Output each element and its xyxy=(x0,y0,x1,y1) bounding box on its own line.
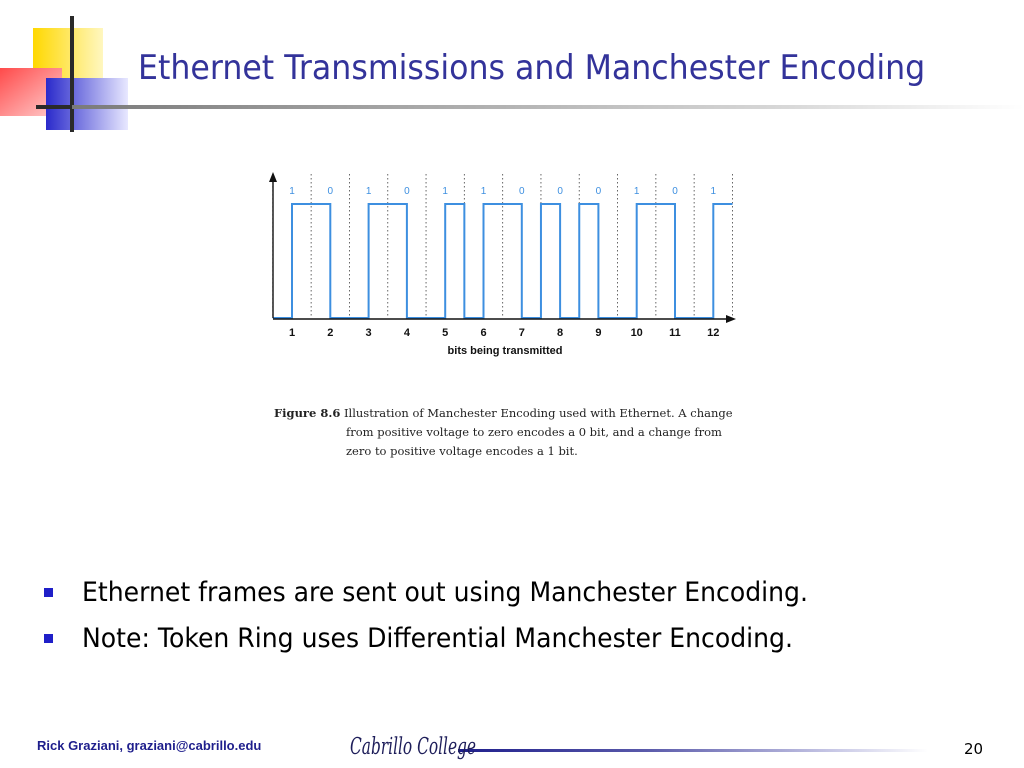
manchester-waveform xyxy=(273,204,733,318)
bit-boundary-lines xyxy=(273,174,733,318)
svg-text:Cabrillo College: Cabrillo College xyxy=(350,734,476,760)
footer-divider xyxy=(458,749,928,752)
bullet-square-icon xyxy=(44,634,53,643)
blue-square xyxy=(46,78,128,130)
bullet-square-icon xyxy=(44,588,53,597)
bullet-text: Note: Token Ring uses Differential Manchester Encoding. xyxy=(82,623,793,654)
bit-value-label: 0 xyxy=(519,186,525,197)
college-logo xyxy=(348,728,486,768)
bit-position-label: 3 xyxy=(365,327,372,339)
bit-position-label: 11 xyxy=(669,327,681,339)
bullet-list xyxy=(44,570,863,662)
bit-position-label: 1 xyxy=(288,327,296,339)
bit-position-label: 6 xyxy=(480,327,487,339)
bit-position-label: 2 xyxy=(327,327,334,339)
bit-value-label: 1 xyxy=(633,186,640,197)
bit-value-label: 1 xyxy=(365,186,372,197)
signal-waveform xyxy=(273,204,733,318)
bit-value-label: 0 xyxy=(404,186,410,197)
bit-position-label: 9 xyxy=(595,327,602,339)
footer-author: Rick Graziani, graziani@cabrillo.edu xyxy=(37,738,262,753)
bit-position-label: 5 xyxy=(442,327,449,339)
bit-position-label: 4 xyxy=(403,327,410,339)
page-number: 20 xyxy=(964,740,984,758)
bit-position-label: 7 xyxy=(518,327,525,339)
bit-value-label: 1 xyxy=(710,186,717,197)
caption-line: zero to positive voltage encodes a 1 bit. xyxy=(346,444,578,458)
bit-value-label: 1 xyxy=(442,186,448,197)
bit-position-label: 12 xyxy=(707,327,720,339)
bit-value-label: 0 xyxy=(557,186,563,197)
bit-value-label: 0 xyxy=(327,186,334,197)
bit-value-label: 0 xyxy=(672,186,678,197)
bullet-text: Ethernet frames are sent out using Manchester Encoding. xyxy=(82,577,808,608)
bit-position-label: 8 xyxy=(557,327,564,339)
bit-value-label: 1 xyxy=(480,186,487,197)
slide-title: Ethernet Transmissions and Manchester Encoding xyxy=(138,48,926,88)
bullet-item xyxy=(44,570,863,616)
bit-value-label: 1 xyxy=(289,186,295,197)
vertical-bar xyxy=(70,16,74,132)
manchester-signal-diagram xyxy=(262,168,742,368)
caption-line: from positive voltage to zero encodes a 0 bit, and a change from xyxy=(346,425,722,439)
bit-value-label: 0 xyxy=(595,186,602,197)
title-divider xyxy=(72,105,1024,109)
caption-label: Figure 8.6 xyxy=(274,406,341,420)
manchester-figure xyxy=(262,168,742,468)
bit-position-label: 10 xyxy=(630,327,643,339)
caption-line xyxy=(274,404,738,423)
decorative-corner-squares xyxy=(0,0,140,140)
caption-text: Illustration of Manchester Encoding used with Ethernet. A change xyxy=(343,406,733,420)
figure-caption xyxy=(274,404,738,461)
bit-position-labels xyxy=(289,327,719,339)
x-axis-arrow xyxy=(726,315,736,323)
y-axis-arrow xyxy=(269,172,277,182)
x-axis-label: bits being transmitted xyxy=(447,345,563,357)
bullet-item xyxy=(44,616,863,662)
